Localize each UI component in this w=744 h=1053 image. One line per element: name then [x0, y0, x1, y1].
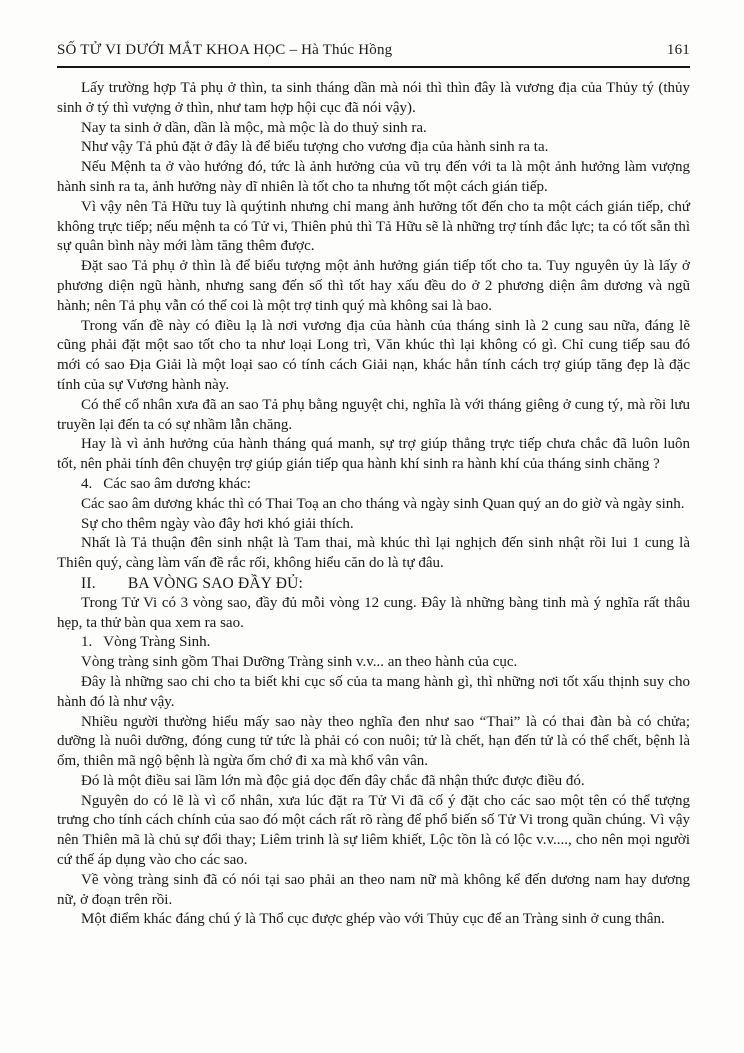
item-number: II.	[81, 574, 96, 592]
paragraph	[57, 673, 690, 713]
paragraph-text: Sự cho thêm ngày vào đây hơi khó giải thích.	[81, 515, 354, 532]
paragraph	[57, 79, 690, 119]
paragraph-text: Các sao âm dương khác:	[103, 475, 251, 492]
paragraph	[57, 435, 690, 475]
paragraph	[57, 653, 690, 673]
paragraph-text: Nhất là Tả thuận đên sinh nhật là Tam thai, mà khúc thì lại nghịch đến sinh nhật rồi lui 1 cung là Thiên quý, càng làm vấn đề rắc rối, không hiểu căn do là tự đâu.	[57, 535, 690, 572]
running-header	[57, 42, 690, 59]
paragraph-text: Vòng tràng sinh gồm Thai Dưỡng Tràng sinh v.v... an theo hành của cục.	[81, 654, 518, 671]
text-body	[57, 79, 690, 930]
paragraph-text: Như vậy Tả phủ đặt ở đây là để biểu tượng cho vương địa của hành sinh ra ta.	[81, 139, 549, 156]
paragraph-text: Một điểm khác đáng chú ý là Thổ cục được ghép vào với Thủy cục để an Tràng sinh ở cung thân.	[81, 911, 665, 928]
page-number: 161	[666, 42, 690, 58]
paragraph	[57, 772, 690, 792]
header-rule	[57, 66, 690, 68]
paragraph	[57, 158, 690, 198]
paragraph-text: Trong vấn đề này có điều lạ là nơi vương địa của hành của tháng sinh là 2 cung sau nữa, đáng lẽ cũng phải đặt một sao tốt cho ta như loại Long trì, Văn khúc thì lại không có gì. Chỉ cung tiếp sau đó mới có sao Địa Giải là một loại sao có tính cách Giải nạn, khác hẳn tính cách trợ giúp tăng đẹp là đặc tính của sự Vương hành này.	[57, 317, 690, 393]
paragraph	[57, 119, 690, 139]
paragraph	[57, 198, 690, 257]
paragraph	[57, 515, 690, 535]
paragraph	[57, 594, 690, 634]
paragraph	[57, 317, 690, 396]
paragraph-text: Các sao âm dương khác thì có Thai Toạ an cho tháng và ngày sinh Quan quý an do giờ và ngày sinh.	[81, 495, 685, 512]
item-number: 1.	[81, 634, 93, 651]
paragraph-text: Đặt sao Tả phụ ở thìn là để biểu tượng một ảnh hưởng gián tiếp tốt cho ta. Tuy nguyên ủy là lấy ở phương diện ngũ hành, nhưng sang đến số thì tốt hay xấu đều do ở 2 phương diện âm dương và ngũ hành; nên Tả phụ vẫn có thể coi là một trợ tinh quý mà không sai là bao.	[57, 258, 690, 314]
paragraph-text: Vì vậy nên Tả Hữu tuy là quýtinh nhưng chỉ mang ảnh hưởng tốt đến cho ta một cách gián tiếp, chứ không trực tiếp; nếu mệnh ta có Tử vi, Thiên phủ thì Tả Hữu sẽ là những trợ tính đắc lực; ta có tốt sẵn thì sự quân bình này mới làm tăng thêm được.	[57, 198, 690, 255]
item-number: 4.	[81, 475, 93, 492]
numbered-item	[57, 633, 690, 653]
paragraph-text: Hay là vì ảnh hưởng của hành tháng quá manh, sự trợ giúp thẳng trực tiếp chưa chắc đã luôn luôn tốt, nên phải tính đên chuyện trợ giúp gián tiếp qua hành khí sinh ra hành khí của tháng sinh chăng ?	[57, 436, 690, 473]
paragraph-text: Đây là những sao chi cho ta biết khi cục số của ta mang hành gì, thì những nơi tốt xấu thịnh suy cho hành đó là như vậy.	[57, 673, 690, 710]
paragraph	[57, 138, 690, 158]
section-heading	[57, 574, 690, 594]
paragraph-text: Nhiều người thường hiểu mấy sao này theo nghĩa đen như sao “Thai” là có thai đàn bà có chửa; dưỡng là nuôi dưỡng, đóng cung tử tức là phải có con nuôi; tử là chết, hạn đến tử là có thể chết, bệnh là ốm, thiên mã ngộ bệnh là ngừa ốm chớ đi xa mà khổ vân vân.	[57, 713, 690, 770]
paragraph	[57, 534, 690, 574]
paragraph	[57, 871, 690, 911]
paragraph	[57, 257, 690, 316]
paragraph	[57, 910, 690, 930]
paragraph-text: Vòng Tràng Sinh.	[103, 634, 211, 651]
paragraph-text: Đó là một điều sai lầm lớn mà độc giả dọc đến đây chắc đã nhận thức được điều đó.	[81, 772, 585, 789]
paragraph	[57, 396, 690, 436]
paragraph-text: BA VÒNG SAO ĐẦY ĐỦ:	[127, 574, 303, 592]
paragraph-text: Nếu Mệnh ta ở vào hướng đó, tức là ảnh hưởng của vũ trụ đến với ta là một ảnh hưởng làm vượng hành sinh ra ta, ảnh hưởng này dĩ nhiên là tốt cho ta nhưng tốt một cách gián tiếp.	[57, 159, 690, 195]
paragraph-text: Về vòng tràng sinh đã có nói tại sao phải an theo nam nữ mà không kể đến dương nam hay dương nữ, ở đoạn trên rồi.	[57, 871, 690, 908]
header-title: SỐ TỬ VI DƯỚI MẮT KHOA HỌC – Hà Thúc Hồng	[57, 42, 393, 58]
paragraph-text: Lấy trường hợp Tả phụ ở thìn, ta sinh tháng dần mà nói thì thìn đây là vương địa của Thủy tý (thủy sinh ở tý thì vượng ở thìn, như tam hợp hội cục đã nói vậy).	[57, 80, 690, 116]
paragraph-text: Nay ta sinh ở dần, dần là mộc, mà mộc là do thuỷ sinh ra.	[81, 119, 427, 136]
paragraph	[57, 792, 690, 871]
paragraph-text: Có thể cổ nhân xưa đã an sao Tả phụ bằng nguyệt chi, nghĩa là với tháng giêng ở cung tý, mà rồi lưu truyền lại đến ta có sự nhầm lẫn chăng.	[57, 396, 690, 433]
paragraph-text: Nguyên do có lẽ là vì cổ nhân, xưa lúc đặt ra Tử Vi đã cố ý đặt cho các sao một tên có thể tượng trưng cho tính cách chính của sao đó một cách rất rõ ràng để phổ biến số Tử Vi trong quần chúng. Vì vậy nên Thiên mã là chủ sự đổi thay; Liêm trinh là sự liêm khiết, Lộc tồn là có lộc v.v...., cho nên mọi người cứ thế áp dụng vào cho các sao.	[57, 792, 690, 869]
paragraph	[57, 495, 690, 515]
paragraph	[57, 713, 690, 772]
paragraph-text: Trong Tử Vi có 3 vòng sao, đầy đủ mỗi vòng 12 cung. Đây là những bàng tinh mà ý nghĩa rất thâu hẹp, ta thử bàn qua xem ra sao.	[57, 594, 690, 631]
numbered-item	[57, 475, 690, 495]
